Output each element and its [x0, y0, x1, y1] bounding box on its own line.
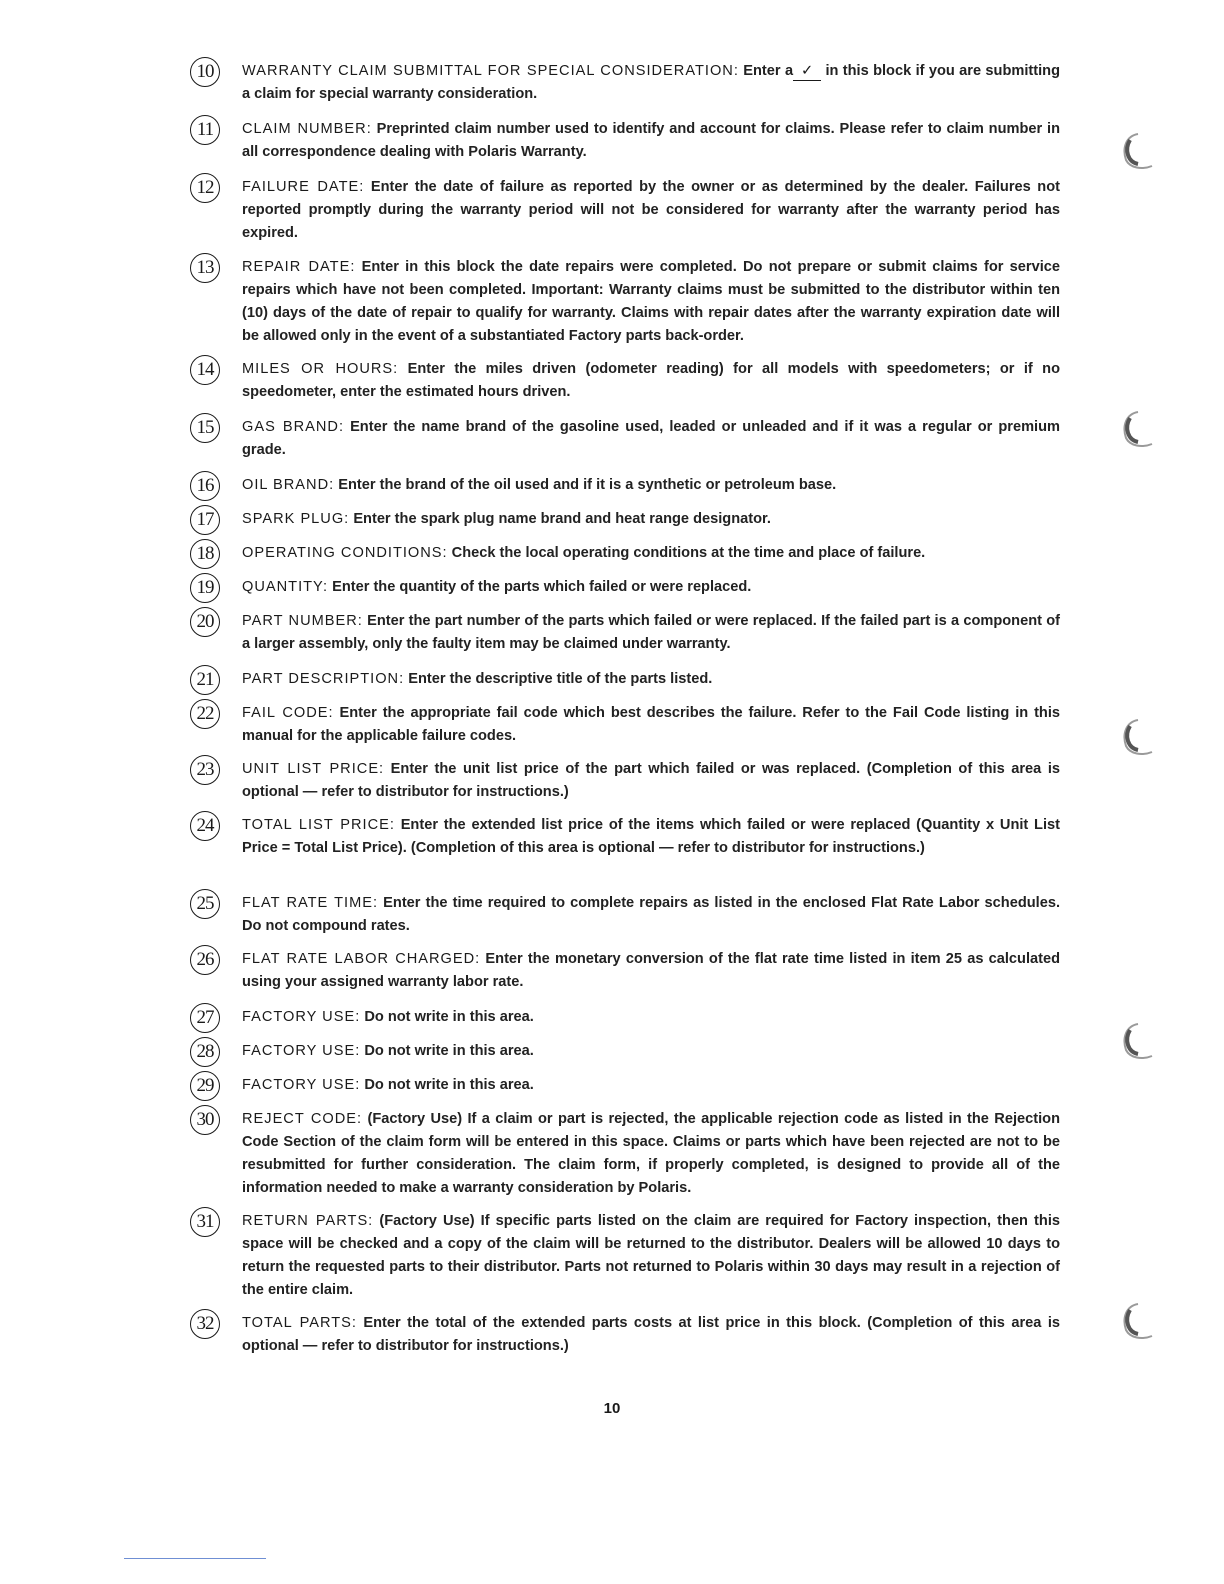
item-number: 22: [190, 699, 220, 729]
item-number: 18: [190, 539, 220, 569]
entry-label: FLAT RATE LABOR CHARGED:: [242, 951, 481, 967]
entry-30: [190, 1108, 1060, 1200]
entry-label: PART DESCRIPTION:: [242, 671, 405, 687]
entry-label: REJECT CODE:: [242, 1111, 363, 1127]
item-number: 16: [190, 471, 220, 501]
footer-rule: [124, 1558, 266, 1559]
entry-text: Enter the miles driven (odometer reading) for all models with speedometers; or if no speedometer, enter the estimated hours driven.: [242, 361, 1060, 400]
entry-text: Enter the total of the extended parts costs at list price in this block. (Completion of this area is optional — refer to distributor for instructions.): [242, 1315, 1060, 1354]
entry-label: SPARK PLUG:: [242, 511, 350, 527]
entry-text: Preprinted claim number used to identify and account for claims. Please refer to claim number in all correspondence dealing with Polaris Warranty.: [242, 121, 1061, 160]
item-number: 10: [190, 57, 220, 87]
entry-text: Do not write in this area.: [364, 1043, 534, 1059]
entry-text: Enter the extended list price of the items which failed or were replaced (Quantity x Unit List Price = Total List Price). (Completion of this area is optional — refer to distributor for instructions.): [242, 817, 1060, 856]
item-number: 25: [190, 889, 220, 919]
punch-hole-icon: [1118, 716, 1158, 758]
entry-19: [190, 576, 1060, 599]
item-number: 26: [190, 945, 220, 975]
entry-label: FACTORY USE:: [242, 1043, 361, 1059]
entry-label: TOTAL LIST PRICE:: [242, 817, 395, 833]
item-number: 27: [190, 1003, 220, 1033]
entry-10: [190, 60, 1060, 106]
entry-23: [190, 758, 1060, 804]
entry-label: FACTORY USE:: [242, 1077, 361, 1093]
entry-25: [190, 892, 1060, 938]
punch-hole-icon: [1118, 408, 1158, 450]
checkmark-icon: ✓: [793, 62, 821, 81]
entry-16: [190, 474, 1060, 497]
entry-20: [190, 610, 1060, 656]
item-number: 15: [190, 413, 220, 443]
item-number: 31: [190, 1207, 220, 1237]
entry-label: FAILURE DATE:: [242, 179, 365, 195]
entry-31: [190, 1210, 1060, 1302]
entry-24: [190, 814, 1060, 860]
entry-label: CLAIM NUMBER:: [242, 121, 372, 137]
entry-17: [190, 508, 1060, 531]
entry-label: FACTORY USE:: [242, 1009, 361, 1025]
entry-text: Enter the spark plug name brand and heat range designator.: [353, 511, 771, 527]
entry-text: Enter the date of failure as reported by the owner or as determined by the dealer. Failures not reported promptly during the warranty period will not be considered for warranty after the warranty period has expired.: [242, 179, 1060, 241]
entry-13: [190, 256, 1060, 348]
entry-27: [190, 1006, 1060, 1029]
item-number: 20: [190, 607, 220, 637]
entry-text: Enter the unit list price of the part which failed or was replaced. (Completion of this area is optional — refer to distributor for instructions.): [242, 761, 1060, 800]
entry-text: Enter the part number of the parts which failed or were replaced. If the failed part is a component of a larger assembly, only the faulty item may be claimed under warranty.: [242, 613, 1060, 652]
entry-32: [190, 1312, 1060, 1358]
punch-hole-icon: [1118, 1300, 1158, 1342]
punch-hole-icon: [1118, 1020, 1158, 1062]
entry-label: FLAT RATE TIME:: [242, 895, 379, 911]
item-number: 19: [190, 573, 220, 603]
entry-label: REPAIR DATE:: [242, 259, 356, 275]
entry-28: [190, 1040, 1060, 1063]
entry-text: Enter the name brand of the gasoline used, leaded or unleaded and if it was a regular or premium grade.: [242, 419, 1060, 458]
punch-hole-icon: [1118, 130, 1158, 172]
item-number: 23: [190, 755, 220, 785]
entry-15: [190, 416, 1060, 462]
item-number: 24: [190, 811, 220, 841]
entry-11: [190, 118, 1060, 164]
item-number: 13: [190, 253, 220, 283]
item-number: 21: [190, 665, 220, 695]
entry-text: Do not write in this area.: [364, 1009, 534, 1025]
entry-label: MILES OR HOURS:: [242, 361, 399, 377]
entry-12: [190, 176, 1060, 245]
item-number: 11: [190, 115, 220, 145]
entry-26: [190, 948, 1060, 994]
item-number: 32: [190, 1309, 220, 1339]
entry-label: GAS BRAND:: [242, 419, 345, 435]
entry-text: Enter the time required to complete repairs as listed in the enclosed Flat Rate Labor schedules. Do not compound rates.: [242, 895, 1060, 934]
entry-text: (Factory Use) If a claim or part is rejected, the applicable rejection code as listed in the Rejection Code Section of the claim form will be entered in this space. Claims or parts which have been rejected are not to be resubmitted for further consideration. The claim form, if properly completed, is designed to provide all of the information needed to make a warranty consideration by Polaris.: [242, 1111, 1060, 1196]
item-number: 28: [190, 1037, 220, 1067]
entry-label: WARRANTY CLAIM SUBMITTAL FOR SPECIAL CONSIDERATION:: [242, 63, 739, 79]
entry-21: [190, 668, 1060, 691]
entry-text: Enter the quantity of the parts which failed or were replaced.: [332, 579, 752, 595]
entry-label: PART NUMBER:: [242, 613, 363, 629]
entry-text-before: Enter a: [743, 63, 794, 79]
entry-text: Enter the monetary conversion of the flat rate time listed in item 25 as calculated using your assigned warranty labor rate.: [242, 951, 1061, 990]
entry-text: Check the local operating conditions at the time and place of failure.: [451, 545, 926, 561]
entry-text: Enter the descriptive title of the parts listed.: [408, 671, 713, 687]
item-number: 30: [190, 1105, 220, 1135]
entry-text: Enter the brand of the oil used and if it is a synthetic or petroleum base.: [338, 477, 837, 493]
entry-text-after: in this block if you are submitting a claim for special warranty consideration.: [242, 63, 1061, 102]
entry-label: UNIT LIST PRICE:: [242, 761, 385, 777]
entry-label: OPERATING CONDITIONS:: [242, 545, 448, 561]
entry-label: QUANTITY:: [242, 579, 329, 595]
item-number: 29: [190, 1071, 220, 1101]
entry-text: Enter in this block the date repairs were completed. Do not prepare or submit claims for service repairs which have not been completed. Important: Warranty claims must be submitted to the distributor within ten (10) days of the date of repair to qualify for warranty. Claims with repair dates after the warranty expiration date will be allowed only in the event of a substantiated Factory parts back-order.: [242, 259, 1060, 344]
item-number: 17: [190, 505, 220, 535]
entry-18: [190, 542, 1060, 565]
item-number: 12: [190, 173, 220, 203]
entry-14: [190, 358, 1060, 404]
page-number: 10: [603, 1400, 621, 1417]
entry-label: OIL BRAND:: [242, 477, 335, 493]
entry-29: [190, 1074, 1060, 1097]
entry-label: TOTAL PARTS:: [242, 1315, 357, 1331]
entry-22: [190, 702, 1060, 748]
entry-text: Enter the appropriate fail code which best describes the failure. Refer to the Fail Code listing in this manual for the applicable failure codes.: [242, 705, 1061, 744]
entry-text: Do not write in this area.: [364, 1077, 534, 1093]
entry-label: RETURN PARTS:: [242, 1213, 374, 1229]
entry-text: (Factory Use) If specific parts listed on the claim are required for Factory inspection, then this space will be checked and a copy of the claim will be returned to the distributor. Dealers will be allowed 10 days to return the requested parts to their distributor. Parts not returned to Polaris within 30 days may result in a rejection of the entire claim.: [242, 1213, 1060, 1298]
item-number: 14: [190, 355, 220, 385]
entry-label: FAIL CODE:: [242, 705, 334, 721]
